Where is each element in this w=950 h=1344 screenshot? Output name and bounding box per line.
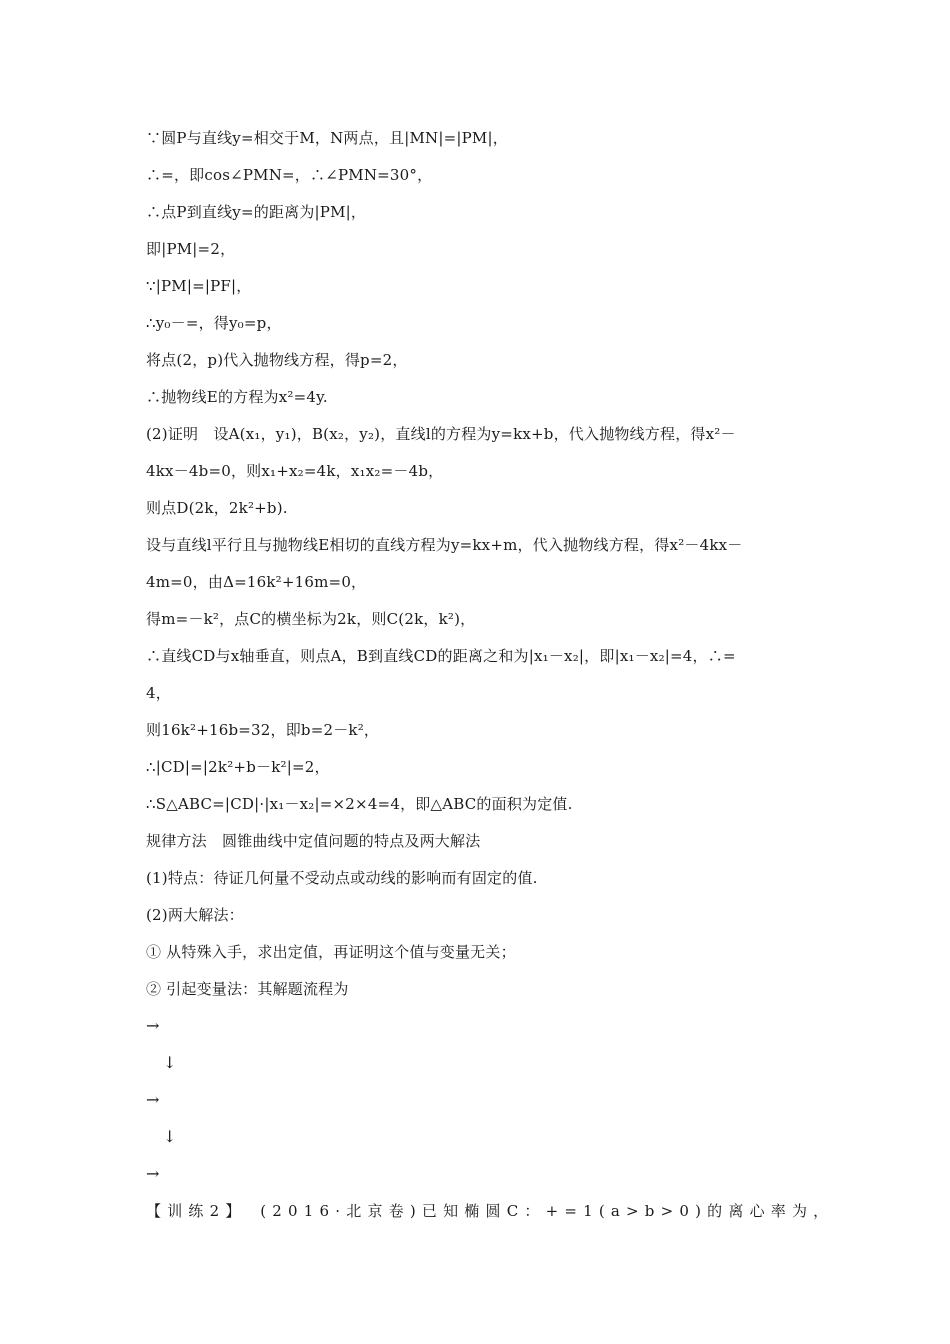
text-line: 即|PM|=2， xyxy=(146,240,236,258)
text-line: (2)两大解法： xyxy=(146,906,244,924)
text-line: ∴|CD|=|2k²+b－k²|=2， xyxy=(146,758,330,776)
text-line: 4， xyxy=(146,684,171,702)
text-line: 将点(2，p)代入抛物线方程，得p=2， xyxy=(146,351,408,369)
right-arrow-icon: → xyxy=(146,1016,160,1035)
right-arrow-icon: → xyxy=(146,1090,160,1109)
text-line: ∴点P到直线y=的距离为|PM|， xyxy=(146,203,367,221)
text-line: 设与直线l平行且与抛物线E相切的直线方程为y=kx+m，代入抛物线方程，得x²－4kx－ xyxy=(146,536,743,554)
text-line: 则16k²+16b=32，即b=2－k²， xyxy=(146,721,380,739)
text-line: ∵|PM|=|PF|， xyxy=(146,277,252,295)
training-heading: 【训练2】 (2016·北京卷)已知椭圆C：+=1(a>b>0)的离心率为， xyxy=(146,1202,835,1220)
text-line: 得m=－k²，点C的横坐标为2k，则C(2k，k²)， xyxy=(146,610,476,628)
text-line: 4m=0，由Δ=16k²+16m=0， xyxy=(146,573,367,591)
text-line: 则点D(2k，2k²+b). xyxy=(146,499,288,517)
right-arrow-icon: → xyxy=(146,1164,160,1183)
text-line: (1)特点：待证几何量不受动点或动线的影响而有固定的值. xyxy=(146,869,538,887)
down-arrow-icon: ↓ xyxy=(163,1127,177,1146)
text-line: ∴y₀－=，得y₀=p， xyxy=(146,314,282,332)
section-heading: 规律方法 圆锥曲线中定值问题的特点及两大解法 xyxy=(146,832,481,850)
text-line: ② 引起变量法：其解题流程为 xyxy=(146,980,349,998)
text-line: ∴抛物线E的方程为x²=4y. xyxy=(146,388,328,406)
text-line: ∴S△ABC=|CD|·|x₁－x₂|=×2×4=4，即△ABC的面积为定值. xyxy=(146,795,573,813)
down-arrow-icon: ↓ xyxy=(163,1053,177,1072)
text-line: ① 从特殊入手，求出定值，再证明这个值与变量无关； xyxy=(146,943,516,961)
text-line: ∴直线CD与x轴垂直，则点A，B到直线CD的距离之和为|x₁－x₂|，即|x₁－x₂|=4，∴= xyxy=(146,647,736,665)
text-line: ∵圆P与直线y=相交于M，N两点，且|MN|=|PM|， xyxy=(146,129,508,147)
text-line: (2)证明 设A(x₁，y₁)，B(x₂，y₂)，直线l的方程为y=kx+b，代入抛物线方程，得x²－ xyxy=(146,425,736,443)
text-line: ∴=，即cos∠PMN=，∴∠PMN=30°， xyxy=(146,166,433,184)
text-line: 4kx－4b=0，则x₁+x₂=4k，x₁x₂=－4b， xyxy=(146,462,444,480)
